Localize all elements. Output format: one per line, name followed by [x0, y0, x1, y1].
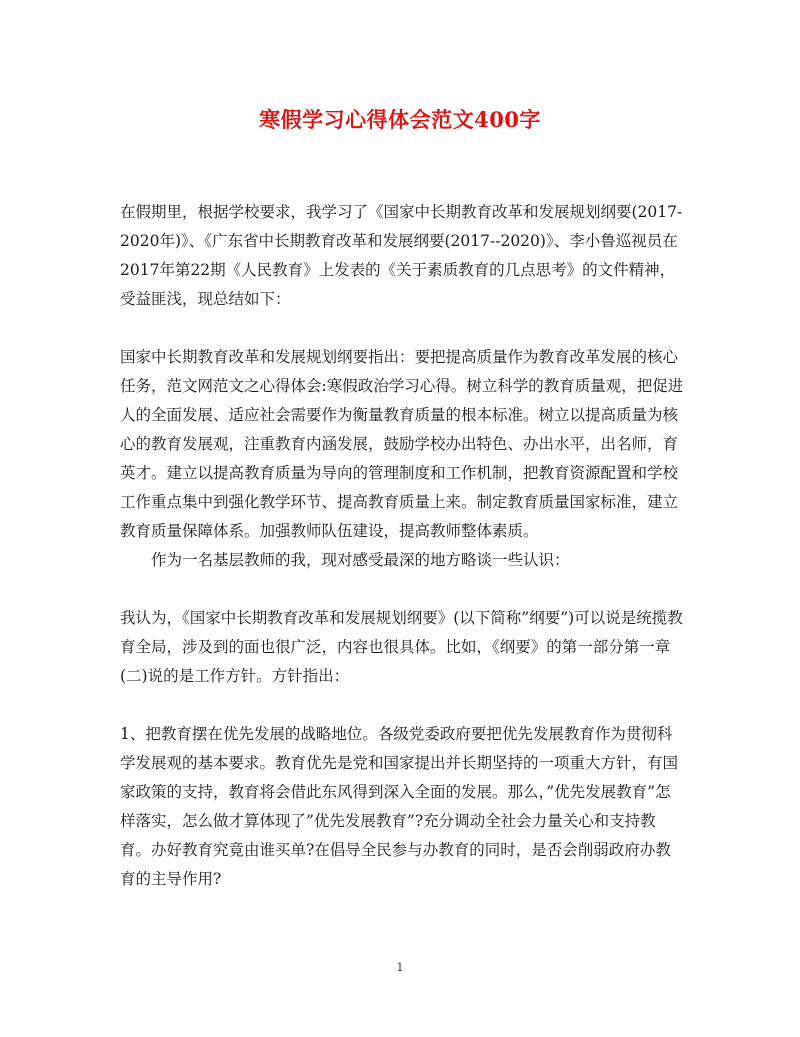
- document-body: [120, 198, 685, 894]
- paragraph-gap: [120, 314, 685, 343]
- paragraph-gap: [120, 691, 685, 720]
- paragraph-outline-summary: 国家中长期教育改革和发展规划纲要指出：要把提高质量作为教育改革发展的核心任务，范文网范文之心得体会:寒假政治学习心得。树立科学的教育质量观，把促进人的全面发展、适应社会需要作为衡量教育质量的根本标准。树立以提高质量为核心的教育发展观，注重教育内涵发展，鼓励学校办出特色、办出水平，出名师，育英才。建立以提高教育质量为导向的管理制度和工作机制，把教育资源配置和学校工作重点集中到强化教学环节、提高教育质量上来。制定教育质量国家标准，建立教育质量保障体系。加强教师队伍建设，提高教师整体素质。: [120, 348, 684, 540]
- paragraph-intro: 在假期里，根据学校要求，我学习了《国家中长期教育改革和发展规划纲要(2017-2020年)》、《广东省中长期教育改革和发展纲要(2017--2020)》、李小鲁巡视员在2017年第22期《人民教育》上发表的《关于素质教育的几点思考》的文件精神，受益匪浅，现总结如下：: [120, 203, 683, 308]
- page-number: 1: [396, 961, 404, 974]
- paragraph-gap: [120, 575, 685, 604]
- document-title: 寒假学习心得体会范文400字: [259, 107, 541, 132]
- paragraph-opinion: 我认为，《国家中长期教育改革和发展规划纲要》(以下简称”纲要”)可以说是统揽教育全局，涉及到的面也很广泛，内容也很具体。比如，《纲要》的第一部分第一章(二)说的是工作方针。方针指出：: [120, 609, 683, 685]
- paragraph-teacher-view: 作为一名基层教师的我，现对感受最深的地方略谈一些认识：: [151, 551, 570, 569]
- paragraph-point-1: 1、把教育摆在优先发展的战略地位。各级党委政府要把优先发展教育作为贯彻科学发展观的基本要求。教育优先是党和国家提出并长期坚持的一项重大方针，有国家政策的支持，教育将会借此东风得到深入全面的发展。那么，”优先发展教育”怎样落实，怎么做才算体现了”优先发展教育”?充分调动全社会力量关心和支持教育。办好教育究竟由谁买单?在倡导全民参与办教育的同时，是否会削弱政府办教育的主导作用?: [120, 725, 679, 888]
